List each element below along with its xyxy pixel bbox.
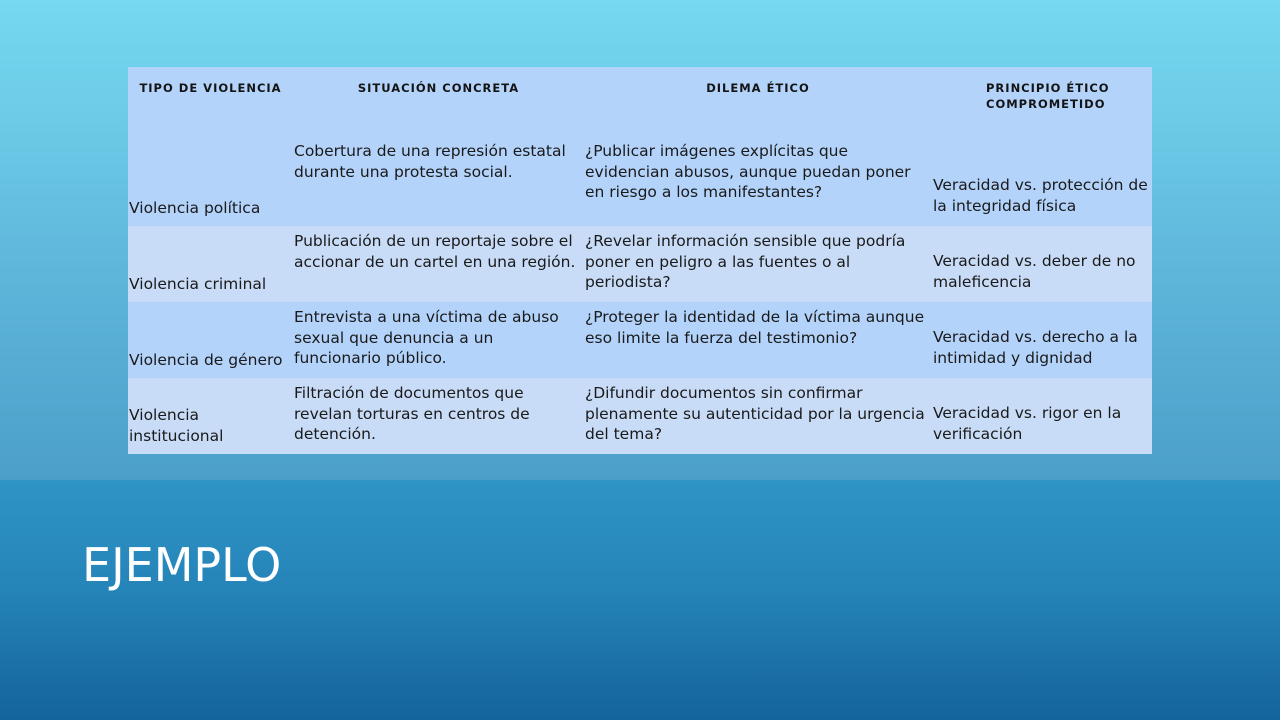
cell-principle: Veracidad vs. derecho a la intimidad y dignidad — [932, 302, 1152, 378]
header-principio-etico: PRINCIPIO ÉTICO COMPROMETIDO — [932, 67, 1152, 139]
cell-type: Violencia política — [128, 139, 293, 226]
table-row — [128, 139, 1152, 226]
cell-situation: Publicación de un reportaje sobre el accionar de un cartel en una región. — [293, 226, 584, 302]
cell-dilemma: ¿Proteger la identidad de la víctima aunque eso limite la fuerza del testimonio? — [584, 302, 932, 378]
cell-dilemma: ¿Revelar información sensible que podría poner en peligro a las fuentes o al periodista? — [584, 226, 932, 302]
cell-principle: Veracidad vs. deber de no maleficencia — [932, 226, 1152, 302]
cell-principle: Veracidad vs. protección de la integridad física — [932, 139, 1152, 226]
cell-dilemma: ¿Publicar imágenes explícitas que evidencian abusos, aunque puedan poner en riesgo a los manifestantes? — [584, 139, 932, 226]
table-body — [128, 139, 1152, 454]
cell-dilemma: ¿Difundir documentos sin confirmar plenamente su autenticidad por la urgencia del tema? — [584, 378, 932, 454]
cell-situation: Cobertura de una represión estatal durante una protesta social. — [293, 139, 584, 226]
table-row — [128, 226, 1152, 302]
header-dilema-etico: DILEMA ÉTICO — [584, 67, 932, 139]
cell-situation: Entrevista a una víctima de abuso sexual que denuncia a un funcionario público. — [293, 302, 584, 378]
header-tipo-violencia: TIPO DE VIOLENCIA — [128, 67, 293, 139]
ethics-table — [128, 67, 1152, 454]
slide-title: EJEMPLO — [82, 538, 282, 592]
cell-type: Violencia institucional — [128, 378, 293, 454]
slide-bottom-background — [0, 480, 1280, 720]
cell-situation: Filtración de documentos que revelan torturas en centros de detención. — [293, 378, 584, 454]
table-row — [128, 378, 1152, 454]
table-row — [128, 302, 1152, 378]
cell-principle: Veracidad vs. rigor en la verificación — [932, 378, 1152, 454]
cell-type: Violencia de género — [128, 302, 293, 378]
header-situacion-concreta: SITUACIÓN CONCRETA — [293, 67, 584, 139]
table-header — [128, 67, 1152, 139]
header-row — [128, 67, 1152, 139]
cell-type: Violencia criminal — [128, 226, 293, 302]
